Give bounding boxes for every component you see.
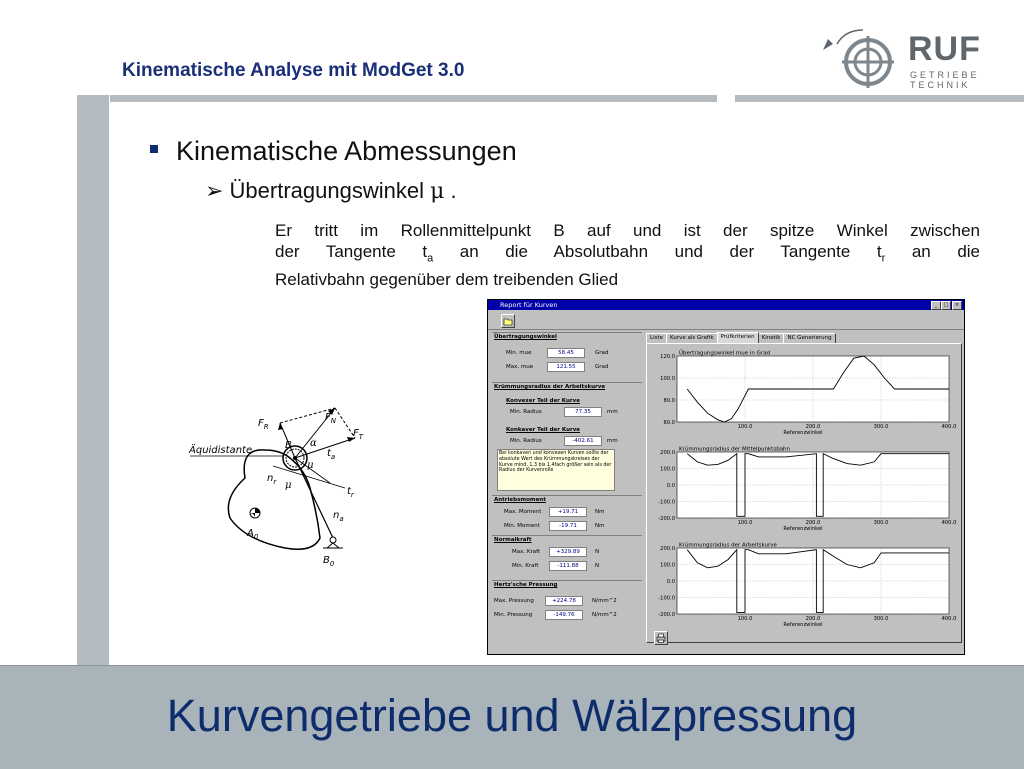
minimize-button[interactable]: _: [931, 301, 941, 310]
mu-symbol: μ: [430, 179, 445, 204]
x-tick-label: 300.0: [873, 520, 889, 526]
label-mu1: μ: [307, 460, 314, 471]
charts-panel: [646, 343, 962, 643]
y-tick-label: -200.0: [658, 516, 675, 522]
para-line2a: der Tangente t: [275, 242, 428, 261]
window-toolbar: [488, 311, 964, 330]
bullet-level1: [150, 136, 517, 167]
x-tick-label: 100.0: [737, 520, 753, 526]
open-folder-button[interactable]: [501, 314, 515, 328]
title-rule-left: [110, 95, 717, 102]
x-axis-label: Referenzwinkel: [783, 430, 823, 436]
x-tick-label: 300.0: [873, 616, 889, 622]
window-title: Report für Kurven: [500, 301, 558, 309]
label-alpha: α: [310, 438, 317, 449]
konvex-head: Konvexer Teil der Kurve: [506, 398, 580, 404]
y-tick-label: 120.0: [660, 354, 675, 360]
y-tick-label: 100.0: [660, 376, 675, 382]
max-pressung-field[interactable]: +224.78: [545, 596, 583, 606]
x-tick-label: 100.0: [737, 424, 753, 430]
unit-label: N: [595, 563, 600, 569]
tab-kurve-als-grafik[interactable]: Kurve als Grafik: [666, 333, 718, 343]
tab-nc-generierung[interactable]: NC Generierung: [783, 333, 835, 343]
x-axis-label: Referenzwinkel: [783, 622, 823, 628]
label-ft: $F_T$: [353, 428, 364, 441]
group-uebertragungswinkel: [492, 332, 642, 383]
charts-svg: [647, 344, 959, 640]
criteria-panel: [492, 332, 642, 652]
y-tick-label: 0.0: [666, 579, 675, 585]
y-tick-label: 100.0: [660, 466, 675, 473]
para-line3: [275, 269, 980, 290]
x-tick-label: 400.0: [941, 520, 957, 526]
subscript-r: r: [881, 252, 886, 265]
group-hertzsche-pressung: [492, 580, 642, 641]
para-line3-text: Relativbahn gegenüber dem treibenden Glied: [275, 270, 619, 290]
group-head: Krümmungsradius der Arbeitskurve: [494, 384, 606, 390]
maximize-button[interactable]: □: [941, 301, 951, 310]
max-mue-label: Max. mue: [506, 364, 534, 370]
x-axis-label: Referenzwinkel: [783, 526, 823, 532]
folder-icon: [502, 315, 514, 327]
label-mu2: μ: [285, 480, 292, 491]
y-tick-label: 0.0: [666, 483, 675, 489]
x-tick-label: 100.0: [737, 616, 753, 622]
y-tick-label: -100.0: [658, 595, 675, 602]
konkav-radius-field[interactable]: -402.61: [564, 436, 602, 446]
logo-wordmark: RUF: [908, 30, 981, 68]
x-tick-label: 400.0: [941, 616, 957, 622]
min-pressung-field[interactable]: -149.76: [545, 610, 583, 620]
x-tick-label: 200.0: [805, 520, 821, 526]
logo-sub2: TECHNIK: [910, 80, 971, 90]
para-line1: [275, 220, 980, 241]
label-tr: $t_r$: [347, 486, 354, 499]
label-b0: $B_0$: [323, 555, 335, 568]
x-tick-label: 200.0: [805, 424, 821, 430]
para-line2b: an die Absolutbahn und der Tangente t: [433, 242, 882, 261]
tab-pruefkriterien[interactable]: Prüfkriterien: [717, 332, 759, 343]
group-kruemmungsradius: [492, 382, 642, 496]
unit-label: Grad: [595, 364, 609, 370]
label-fr: $F_R$: [258, 418, 269, 431]
x-tick-label: 300.0: [873, 424, 889, 430]
footer-title: Kurvengetriebe und Wälzpressung: [166, 690, 858, 741]
bullet2-suffix: .: [444, 178, 457, 203]
chart-title: Krümmungsradius der Mittelpunktsbahn: [679, 446, 791, 453]
para-line2c: an die: [885, 242, 980, 261]
min-moment-label: Min. Moment: [504, 523, 540, 529]
konvex-radius-field[interactable]: 77.35: [564, 407, 602, 417]
konvex-label: Min. Radius: [510, 409, 542, 415]
x-tick-label: 400.0: [941, 424, 957, 430]
y-tick-label: 200.0: [660, 546, 675, 552]
label-a0: $A_0$: [247, 528, 259, 541]
print-button[interactable]: [654, 631, 668, 645]
y-tick-label: 100.0: [660, 562, 675, 569]
konkav-head: Konkaver Teil der Kurve: [506, 427, 581, 433]
bullet1-text: Kinematische Abmessungen: [176, 136, 517, 166]
label-aequidistante: Äquidistante: [189, 445, 253, 456]
y-tick-label: 200.0: [660, 450, 675, 456]
group-head: Antriebsmoment: [494, 497, 546, 503]
min-moment-field[interactable]: -19.71: [549, 521, 587, 531]
label-ta: $t_a$: [327, 448, 336, 461]
unit-label: N/mm^2: [592, 598, 617, 604]
logo-subtitle: [910, 70, 980, 90]
tab-liste[interactable]: Liste: [646, 333, 667, 343]
y-tick-label: 60.0: [663, 420, 675, 426]
min-mue-label: Min. mue: [506, 350, 532, 356]
group-head: Übertragungswinkel: [494, 334, 557, 340]
label-fn: $F_N$: [325, 412, 337, 425]
min-kraft-label: Min. Kraft: [512, 563, 539, 569]
bullet-square-icon: [150, 145, 158, 153]
para-line2: [275, 241, 980, 269]
y-tick-label: -200.0: [658, 612, 675, 618]
tab-strip: [646, 333, 835, 343]
min-kraft-field[interactable]: -111.88: [549, 561, 587, 571]
report-window: [487, 299, 965, 655]
unit-label: mm: [607, 438, 618, 444]
para-line1-text: Er tritt im Rollenmittelpunkt B auf und ist der spitze Winkel zwischen: [275, 221, 980, 240]
group-antriebsmoment: [492, 495, 642, 536]
unit-label: N/mm^2: [592, 612, 617, 618]
max-pressung-label: Max. Pressung: [494, 598, 534, 604]
y-tick-label: 80.0: [663, 398, 675, 404]
unit-label: mm: [607, 409, 618, 415]
cam-diagram: [185, 388, 395, 568]
max-kraft-label: Max. Kraft: [512, 549, 541, 555]
hint-note: Bei konkaven und konvexen Kurven sollte der absolute Wert des Krümmungskreises der Kurve mind. 1,3 bis 1,4fach größer sein als der Radius der Kurvenrolle: [497, 449, 615, 491]
label-b: B: [285, 440, 292, 451]
label-na: $n_a$: [333, 510, 344, 523]
bullet-level2: [205, 178, 457, 204]
chart-title: Krümmungsradius der Arbeitskurve: [679, 542, 777, 549]
logo-sub1: GETRIEBE: [910, 70, 980, 80]
printer-icon: [655, 632, 667, 644]
min-pressung-label: Min. Pressung: [494, 612, 533, 618]
chart-title: Übertragungswinkel mue in Grad: [679, 350, 771, 357]
max-moment-field[interactable]: +19.71: [549, 507, 587, 517]
unit-label: N: [595, 549, 600, 555]
group-normalkraft: [492, 535, 642, 581]
bullet2-text: ➢ Übertragungswinkel: [205, 178, 431, 203]
max-moment-label: Max. Moment: [504, 509, 542, 515]
tab-kinetik[interactable]: Kinetik: [758, 333, 785, 343]
left-accent-bar: [77, 95, 109, 666]
unit-label: Grad: [595, 350, 609, 356]
group-head: Normalkraft: [494, 537, 532, 543]
unit-label: Nm: [595, 509, 605, 515]
max-mue-field[interactable]: 121.55: [547, 362, 585, 372]
min-mue-field[interactable]: 58.45: [547, 348, 585, 358]
unit-label: Nm: [595, 523, 605, 529]
konkav-label: Min. Radius: [510, 438, 542, 444]
y-tick-label: -100.0: [658, 499, 675, 506]
window-titlebar[interactable]: [488, 300, 964, 310]
description-paragraph: [275, 220, 980, 290]
subscript-a: a: [427, 252, 434, 265]
group-head: Hertz'sche Pressung: [494, 582, 558, 588]
max-kraft-field[interactable]: +329.89: [549, 547, 587, 557]
label-nr: $n_r$: [267, 473, 277, 486]
slide-title: Kinematische Analyse mit ModGet 3.0: [122, 60, 465, 81]
x-tick-label: 200.0: [805, 616, 821, 622]
close-button[interactable]: ×: [952, 301, 962, 310]
